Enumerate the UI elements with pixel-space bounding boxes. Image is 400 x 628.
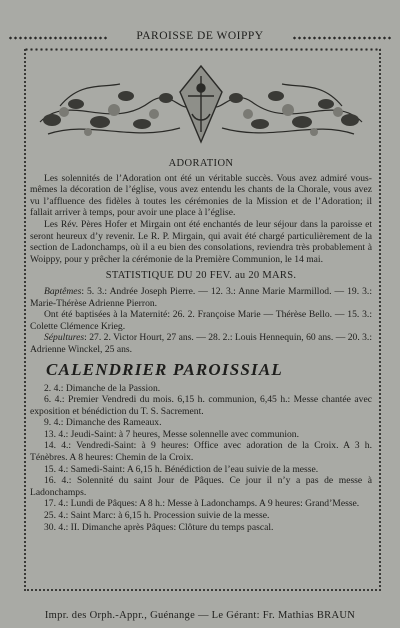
floral-ornament xyxy=(30,62,372,146)
calendar-list xyxy=(30,383,372,534)
calendar-item: 30. 4.: II. Dimanche après Pâques: Clôture du temps pascal. xyxy=(44,521,274,533)
calendar-heading: CALENDRIER PAROISSIAL xyxy=(46,359,283,379)
baptisms-text: : 5. 3.: Andrée Joseph Pierre. — 12. 3.: Anne Marie Marmillod. — 19. 3.: Marie-Thérèse Adrienne Pierron. xyxy=(30,285,372,309)
burials-text: : 27. 2. Victor Hourt, 27 ans. — 28. 2.: Louis Hennequin, 60 ans. — 20. 3.: Adrienne Winckel, 25 ans. xyxy=(30,332,372,355)
burials-entry xyxy=(30,332,372,355)
burials-label: Sépultures xyxy=(44,332,85,344)
calendar-item: 9. 4.: Dimanche des Rameaux. xyxy=(44,417,162,429)
calendar-item: 14. 4.: Vendredi-Saint: à 9 heures: Office avec adoration de la Croix. A 3 h. Ténèbres. A 8 heures: Chemin de la Croix. xyxy=(30,440,372,464)
calendar-item: 2. 4.: Dimanche de la Passion. xyxy=(44,382,161,394)
printer-footer: Impr. des Orph.-Appr., Guénange — Le Gérant: Fr. Mathias BRAUN xyxy=(44,610,356,621)
maternity-entry: Ont été baptisées à la Maternité: 26. 2. Françoise Marie — Thérèse Bello. — 15. 3.: Colette Clémence Krieg. xyxy=(30,309,372,332)
bulletin-content xyxy=(30,158,372,533)
parish-title: PAROISSE DE WOIPPY xyxy=(136,30,264,42)
baptisms-label: Baptêmes xyxy=(44,285,82,297)
baptisms-entry xyxy=(30,286,372,309)
calendar-item: 6. 4.: Premier Vendredi du mois. 6,15 h. communion, 6,45 h.: Messe chantée avec exposition et bénédiction du T. S. Sacrement. xyxy=(30,394,372,417)
adoration-paragraph-1: Les solennités de l’Adoration ont été un véritable succès. Vous avez admiré vous-mêmes la décoration de l’église, vous avez entendu les chants de la Chorale, vous avez vu l’affluence des fidèles à toutes les cérémonies de la Mission et de l’Adoration; il fallait arriver à temps, pour avoir une place à l’église. xyxy=(30,172,372,219)
adoration-heading: ADORATION xyxy=(168,158,234,169)
calendar-item: 25. 4.: Saint Marc: à 6,15 h. Procession suivie de la messe. xyxy=(44,510,270,522)
calendar-item: 17. 4.: Lundi de Pâques: A 8 h.: Messe à Ladonchamps. A 9 heures: Grand’Messe. xyxy=(44,498,360,510)
calendar-item: 16. 4.: Solennité du saint Jour de Pâques. Ce jour il n’y a pas de messe à Ladonchamps. xyxy=(30,475,372,498)
statistics-heading: STATISTIQUE DU 20 FEV. au 20 MARS. xyxy=(105,270,297,282)
calendar-item: 13. 4.: Jeudi-Saint: à 7 heures, Messe solennelle avec communion. xyxy=(44,428,299,440)
adoration-paragraph-2: Les Rév. Pères Hofer et Mirgain ont été enchantés de leur séjour dans la paroisse et seront heureux d’y revenir. Le R. P. Mirgain, qui avait été chargé particulièrement de la section de Ladonchamps, où il a eu bien des consolations, reviendra très probablement à Woippy, pour y prêcher la cérémonie de la Première Communion, le 14 mai. xyxy=(30,218,372,265)
calendar-item: 15. 4.: Samedi-Saint: A 6,15 h. Bénédiction de l’eau suivie de la messe. xyxy=(44,463,319,475)
